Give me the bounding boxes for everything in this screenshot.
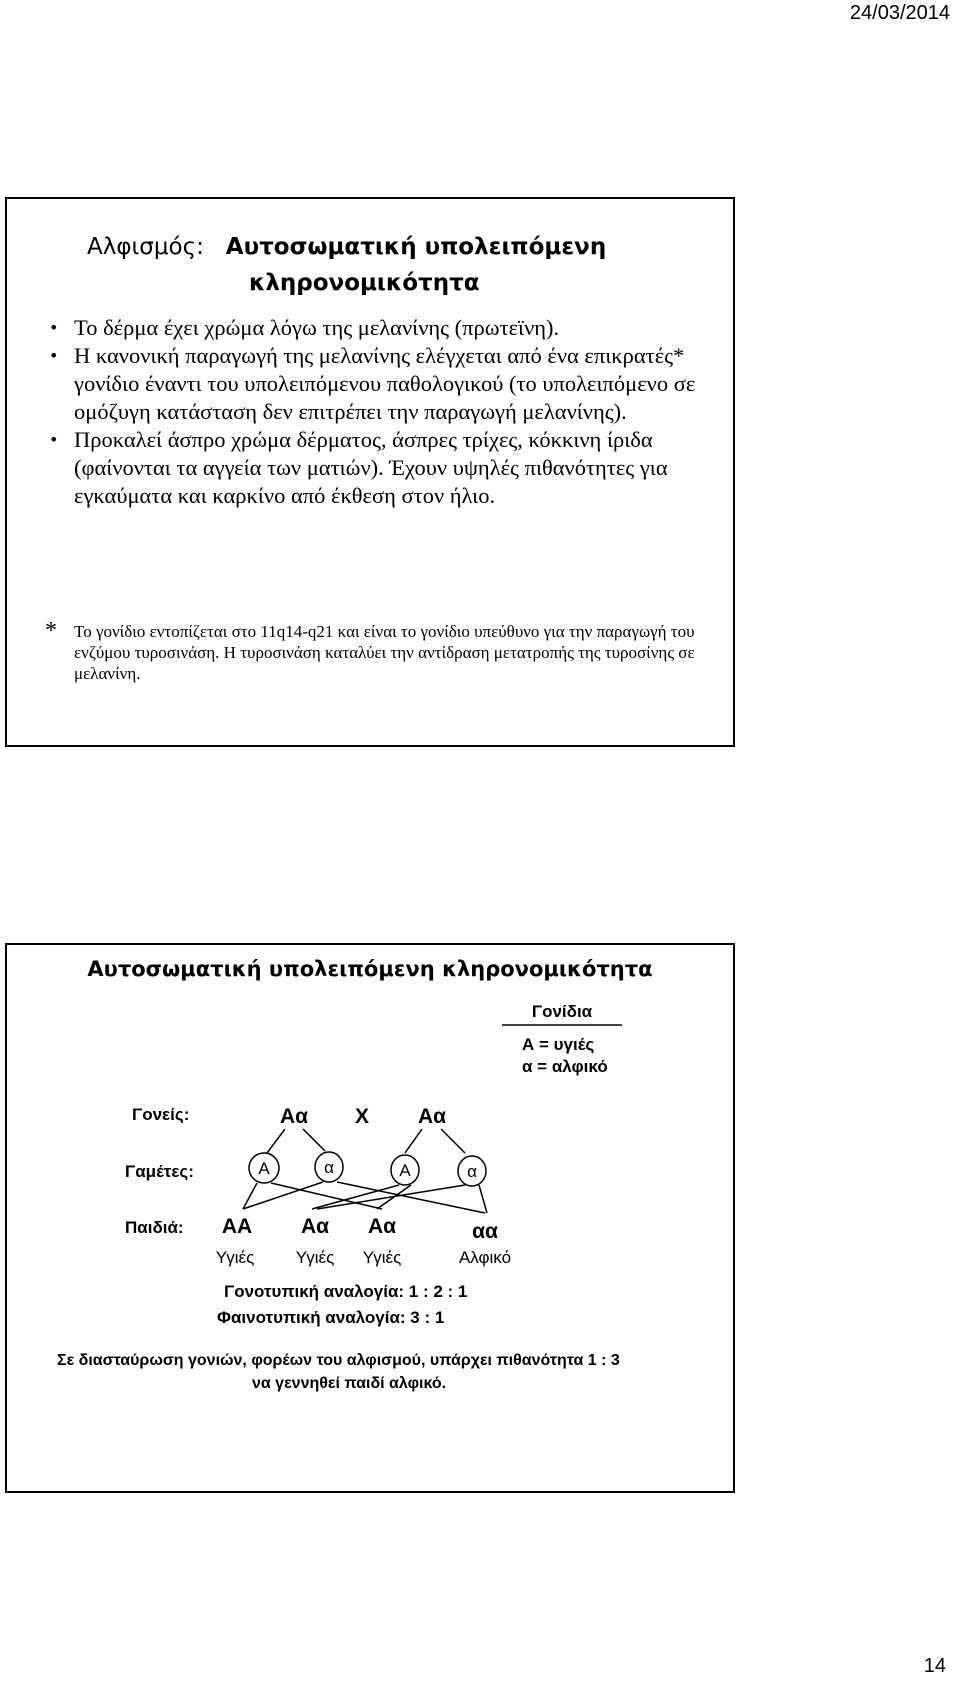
- gamete-label: α: [467, 1162, 477, 1181]
- cross-symbol: Χ: [354, 1105, 370, 1128]
- label-gametes: Γαμέτες:: [125, 1162, 194, 1181]
- bullet-text: Η κανονική παραγωγή της μελανίνης ελέγχεται από ένα επικρατές* γονίδιο έναντι του υπολειπόμενου παθολογικού (το υπολειπόμενο σε ομόζυγη κατάσταση δεν επιτρέπει την παραγωγή μελανίνης).: [74, 343, 696, 424]
- bullet-item: [49, 426, 709, 510]
- title-bold-line1: Αυτοσωματική υπολειπόμενη: [225, 234, 607, 260]
- footnote: [45, 618, 725, 684]
- bullet-list: [49, 314, 709, 510]
- date-header: 24/03/2014: [849, 2, 950, 24]
- conclusion-line1: Σε διασταύρωση γονιών, φορέων του αλφισμού, υπάρχει πιθανότητα 1 : 3: [57, 1352, 620, 1369]
- bullet-item: [49, 342, 709, 426]
- child-genotype: Αα: [300, 1215, 330, 1238]
- label-children: Παιδιά:: [125, 1218, 184, 1237]
- gamete-circle: [249, 1153, 279, 1183]
- punnett-diagram: [7, 945, 733, 1491]
- bullet-item: [49, 314, 709, 342]
- gamete-child-lines: [243, 1182, 487, 1213]
- slide-title: [87, 229, 606, 301]
- child-phenotype: Υγιές: [362, 1248, 402, 1267]
- parent-genotype: Αα: [417, 1105, 447, 1128]
- label-parents: Γονείς:: [132, 1105, 190, 1124]
- phenotype-ratio: Φαινοτυπική αναλογία: 3 : 1: [217, 1308, 445, 1327]
- slide-inheritance-diagram: [5, 943, 735, 1493]
- parent-genotype: Αα: [279, 1105, 309, 1128]
- bullet-text: Το δέρμα έχει χρώμα λόγω της μελανίνης (πρωτεϊνη).: [74, 315, 560, 340]
- child-genotype: ΑΑ: [221, 1215, 253, 1238]
- slide-albinism-text: [5, 197, 735, 747]
- bullet-icon: •: [49, 430, 59, 449]
- bullet-text: Προκαλεί άσπρο χρώμα δέρματος, άσπρες τρίχες, κόκκινη ίριδα (φαίνονται τα αγγεία των ματιών). Έχουν υψηλές πιθανότητες για εγκαύματα και καρκίνο από έκθεση στον ήλιο.: [74, 427, 668, 508]
- gamete-label: Α: [399, 1161, 411, 1180]
- gamete-label: α: [324, 1158, 334, 1177]
- child-genotype: αα: [472, 1220, 498, 1243]
- parent-gamete-lines: [267, 1129, 465, 1153]
- legend-recessive: α = αλφικό: [522, 1057, 608, 1076]
- child-phenotype: Αλφικό: [458, 1248, 512, 1267]
- bullet-icon: •: [49, 346, 59, 365]
- footnote-symbol: *: [45, 618, 57, 644]
- child-phenotype: Υγιές: [215, 1248, 255, 1267]
- gamete-circle: [391, 1155, 419, 1185]
- footnote-text: Το γονίδιο εντοπίζεται στο 11q14-q21 και είναι το γονίδιο υπεύθυνο για την παραγωγή του ενζύμου τυροσινάση. Η τυροσινάση καταλύει την αντίδραση μετατροπής της τυροσίνης σε μελανίνη.: [74, 622, 695, 683]
- slide-title: Αυτοσωματική υπολειπόμενη κληρονομικότητα: [87, 957, 653, 981]
- child-genotype: Αα: [367, 1215, 397, 1238]
- gamete-circle: [315, 1152, 343, 1182]
- legend-dominant: Α = υγιές: [522, 1035, 595, 1054]
- bullet-icon: •: [49, 318, 59, 337]
- conclusion-line2: να γεννηθεί παιδί αλφικό.: [252, 1375, 447, 1392]
- title-prefix: Αλφισμός:: [87, 234, 204, 260]
- gamete-label: Α: [258, 1159, 270, 1178]
- child-phenotype: Υγιές: [295, 1248, 335, 1267]
- legend-heading: Γονίδια: [531, 1002, 593, 1021]
- title-bold-line2: κληρονομικότητα: [249, 270, 480, 296]
- gamete-circle: [458, 1156, 486, 1186]
- page-number: 14: [923, 1655, 946, 1677]
- genotype-ratio: Γονοτυπική αναλογία: 1 : 2 : 1: [224, 1282, 468, 1301]
